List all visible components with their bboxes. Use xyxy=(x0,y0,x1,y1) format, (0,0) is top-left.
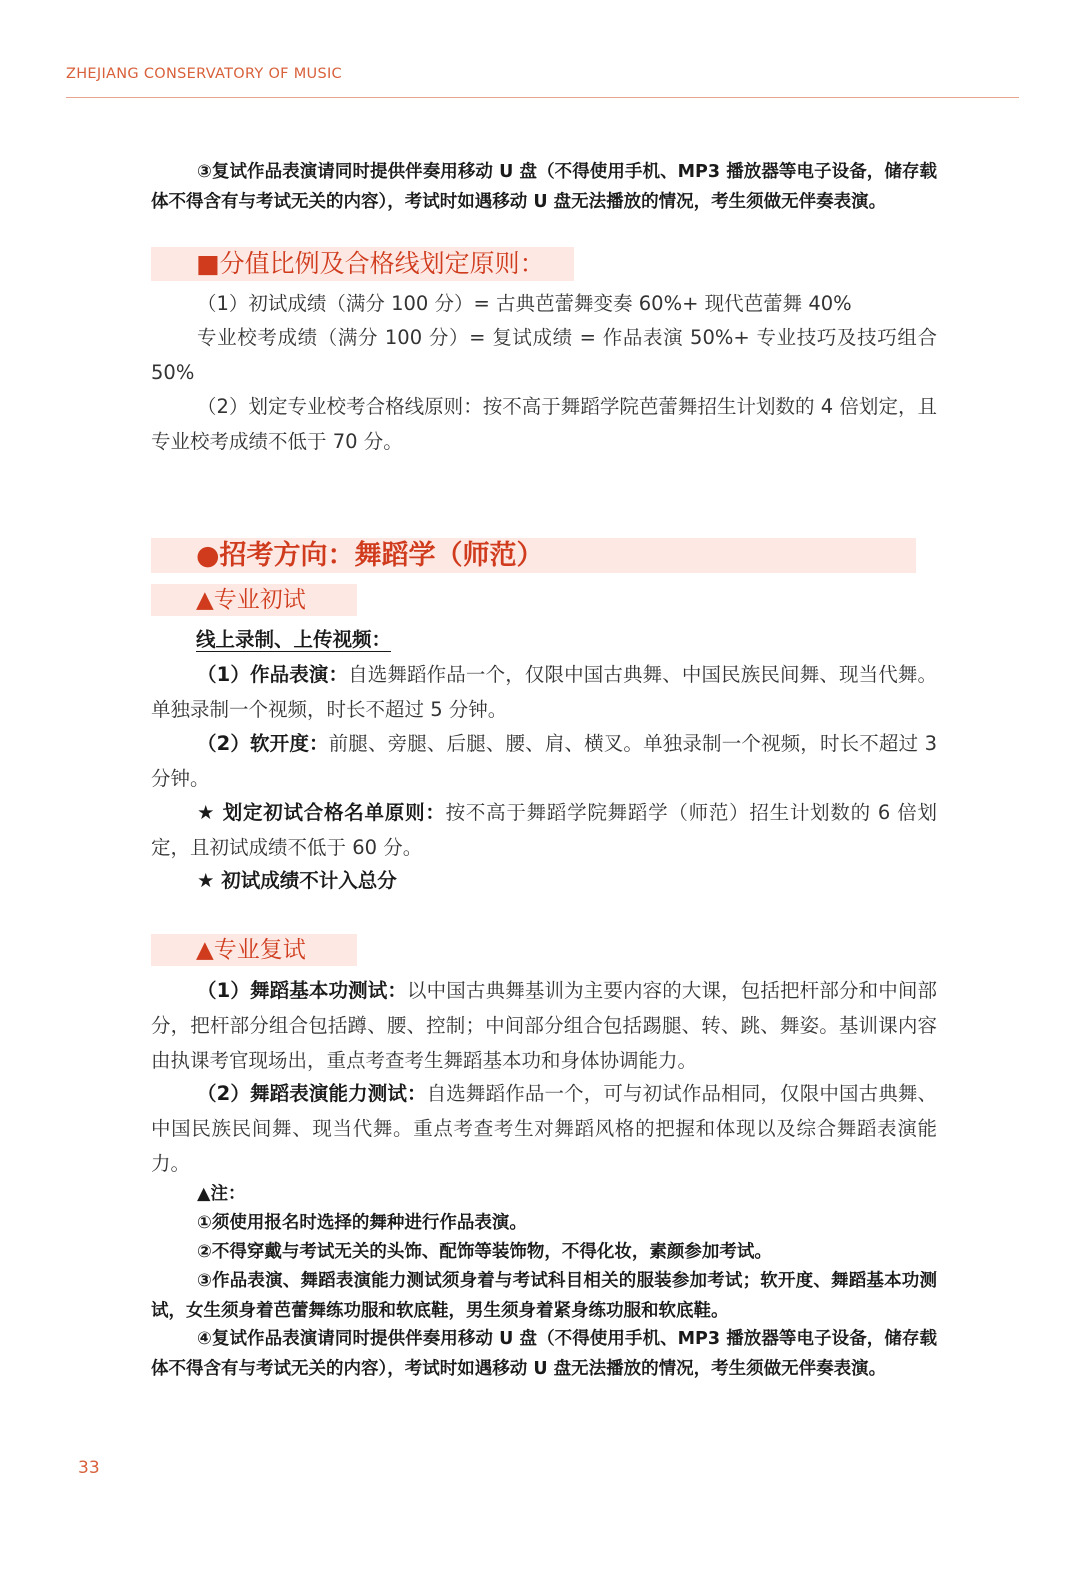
prelim-item-2-text: 前腿、旁腿、后腿、腰、肩、横叉。单独录制一个视频，时长不超过 3 分钟。 xyxy=(151,732,937,790)
score-line-3: （2）划定专业校考合格线原则：按不高于舞蹈学院芭蕾舞招生计划数的 4 倍划定，且专业校考成绩不低于 70 分。 xyxy=(151,395,937,453)
score-line-1: （1）初试成绩（满分 100 分）= 古典芭蕾舞变奏 60%+ 现代芭蕾舞 40% xyxy=(197,292,852,315)
retest-item-1 xyxy=(151,973,937,1078)
prelim-subtitle: 线上录制、上传视频： xyxy=(196,628,392,651)
prelim-star-1-label: ★ 划定初试合格名单原则： xyxy=(197,801,446,824)
header-divider xyxy=(66,97,1019,98)
note-1: ①须使用报名时选择的舞种进行作品表演。 xyxy=(197,1213,527,1233)
prelim-item-2 xyxy=(151,726,937,796)
top-note: ③复试作品表演请同时提供伴奏用移动 U 盘（不得使用手机、MP3 播放器等电子设备，储存载体不得含有与考试无关的内容），考试时如遇移动 U 盘无法播放的情况，考生须做无伴奏表演。 xyxy=(151,162,937,212)
retest-item-2-label: （2）舞蹈表演能力测试： xyxy=(197,1082,427,1105)
prelim-heading: ▲专业初试 xyxy=(151,584,357,616)
score-section-heading: ■分值比例及合格线划定原则： xyxy=(151,247,574,281)
note-3: ③作品表演、舞蹈表演能力测试须身着与考试科目相关的服装参加考试；软开度、舞蹈基本功测试，女生须身着芭蕾舞练功服和软底鞋，男生须身着紧身练功服和软底鞋。 xyxy=(151,1271,937,1321)
note-4: ④复试作品表演请同时提供伴奏用移动 U 盘（不得使用手机、MP3 播放器等电子设备，储存载体不得含有与考试无关的内容），考试时如遇移动 U 盘无法播放的情况，考生须做无伴奏表演。 xyxy=(151,1329,937,1379)
retest-item-2 xyxy=(151,1076,937,1181)
retest-item-1-text: 以中国古典舞基训为主要内容的大课，包括把杆部分和中间部分，把杆部分组合包括蹲、腰、控制；中间部分组合包括踢腿、转、跳、舞姿。基训课内容由执课考官现场出，重点考查考生舞蹈基本功和身体协调能力。 xyxy=(151,979,937,1072)
notes-title: ▲注： xyxy=(197,1184,246,1204)
prelim-item-1 xyxy=(151,657,937,727)
note-2: ②不得穿戴与考试无关的头饰、配饰等装饰物，不得化妆，素颜参加考试。 xyxy=(197,1242,772,1262)
retest-heading: ▲专业复试 xyxy=(151,934,357,966)
page-number: 33 xyxy=(78,1458,100,1478)
running-header: ZHEJIANG CONSERVATORY OF MUSIC xyxy=(66,66,342,82)
prelim-item-2-label: （2）软开度： xyxy=(197,732,329,755)
prelim-star-2: ★ 初试成绩不计入总分 xyxy=(197,869,397,892)
prelim-star-1 xyxy=(151,795,937,865)
retest-item-2-text: 自选舞蹈作品一个，可与初试作品相同，仅限中国古典舞、中国民族民间舞、现当代舞。重点考查考生对舞蹈风格的把握和体现以及综合舞蹈表演能力。 xyxy=(151,1082,937,1175)
direction-heading: ●招考方向：舞蹈学（师范） xyxy=(151,538,916,573)
retest-item-1-label: （1）舞蹈基本功测试： xyxy=(197,979,408,1002)
prelim-item-1-label: （1）作品表演： xyxy=(197,663,349,686)
score-line-2: 专业校考成绩（满分 100 分）= 复试成绩 = 作品表演 50%+ 专业技巧及技巧组合 50% xyxy=(151,326,937,384)
prelim-item-1-text: 自选舞蹈作品一个，仅限中国古典舞、中国民族民间舞、现当代舞。单独录制一个视频，时长不超过 5 分钟。 xyxy=(151,663,937,721)
prelim-star-1-text: 按不高于舞蹈学院舞蹈学（师范）招生计划数的 6 倍划定，且初试成绩不低于 60 分。 xyxy=(151,801,937,859)
